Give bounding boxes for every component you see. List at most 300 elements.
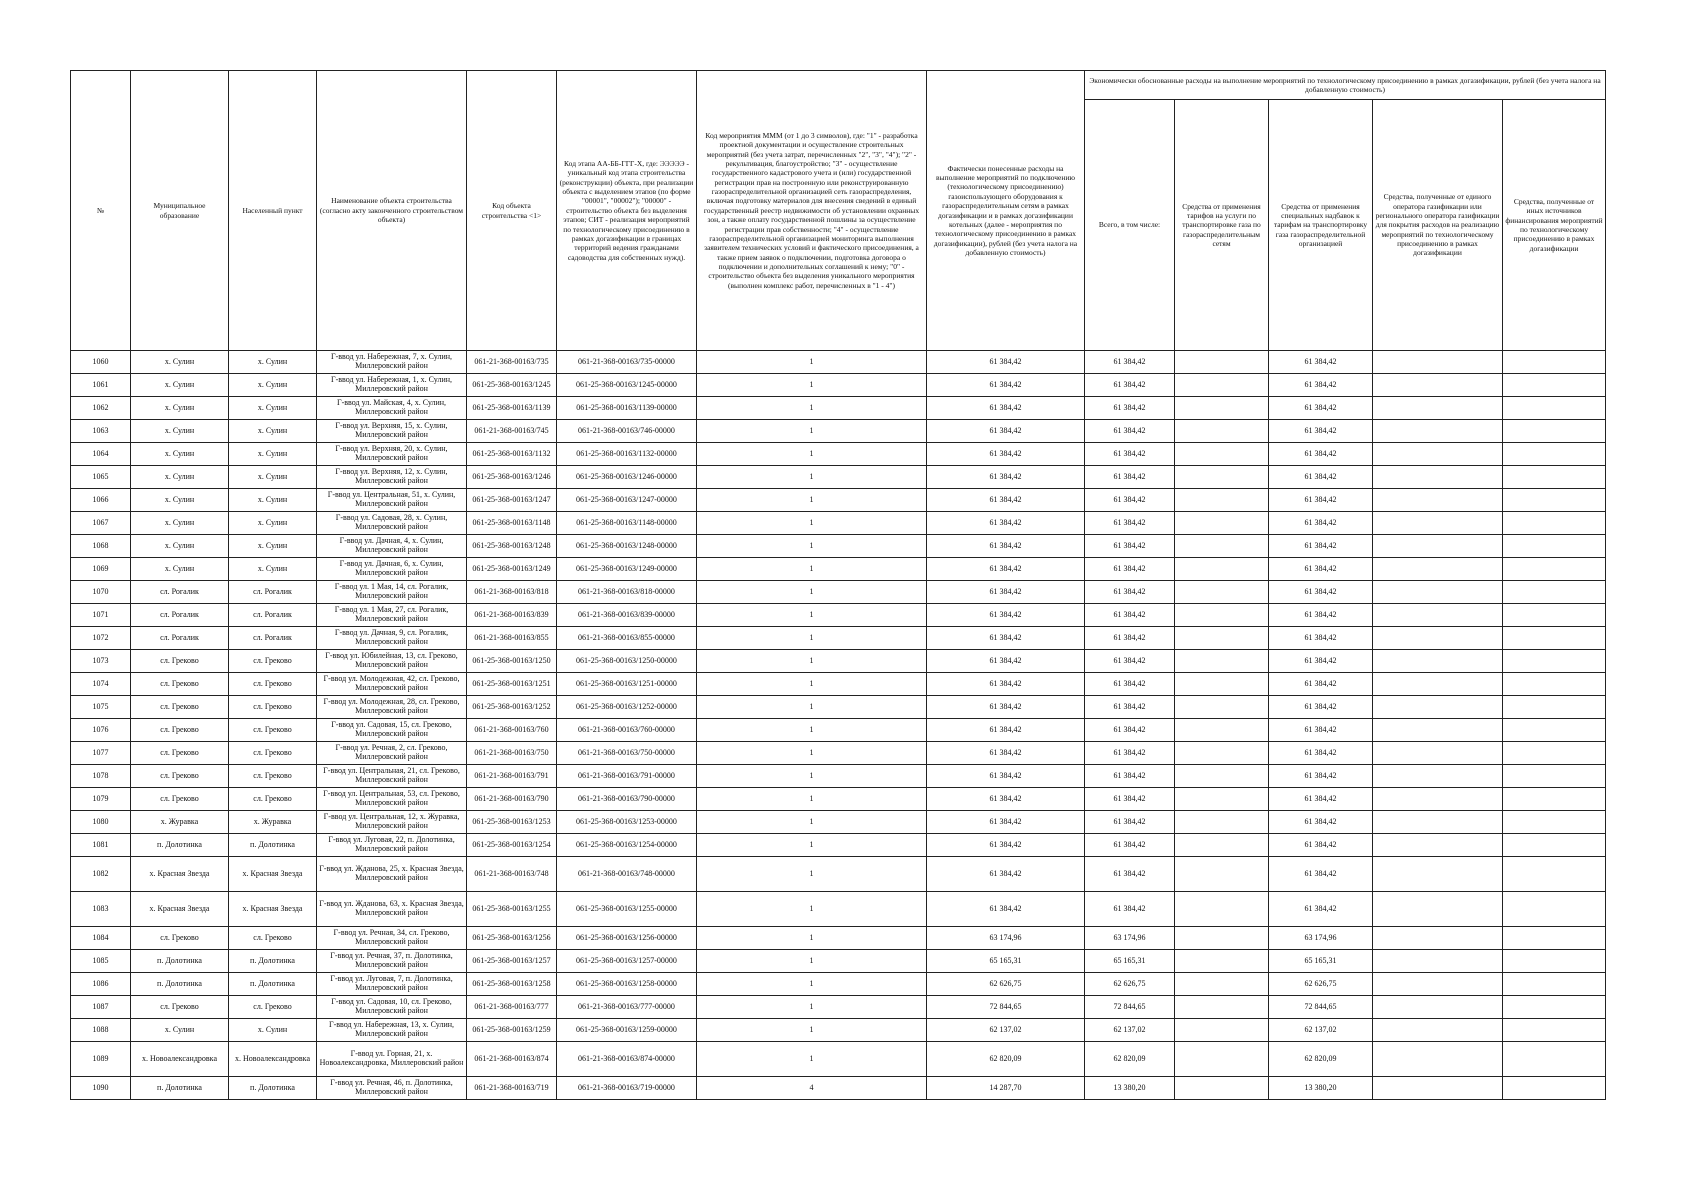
table-row bbox=[71, 742, 1606, 765]
cell-operator-funds bbox=[1373, 489, 1503, 512]
header-operator-funds: Средства, полученные от единого оператора газификации или регионального оператора газификации для покрытия расходов на реализацию мероприятий по технологическому присоединению в рамках догазификации bbox=[1373, 100, 1503, 351]
cell-actual-costs: 61 384,42 bbox=[927, 857, 1085, 892]
cell-no: 1064 bbox=[71, 443, 131, 466]
cell-municipality: х. Новоалександровка bbox=[131, 1042, 229, 1077]
cell-special-surcharge: 61 384,42 bbox=[1269, 627, 1373, 650]
cell-special-surcharge: 72 844,65 bbox=[1269, 996, 1373, 1019]
cell-stage-code: 061-21-368-00163/746-00000 bbox=[557, 420, 697, 443]
cell-municipality: п. Долотинка bbox=[131, 1077, 229, 1100]
cell-actual-costs: 61 384,42 bbox=[927, 788, 1085, 811]
cell-operator-funds bbox=[1373, 892, 1503, 927]
table-row bbox=[71, 1042, 1606, 1077]
cell-municipality: п. Долотинка bbox=[131, 950, 229, 973]
cell-total: 72 844,65 bbox=[1085, 996, 1175, 1019]
cell-special-surcharge: 63 174,96 bbox=[1269, 927, 1373, 950]
cell-event-code: 1 bbox=[697, 1019, 927, 1042]
cell-object-code: 061-25-368-00163/1257 bbox=[467, 950, 557, 973]
cell-special-surcharge: 61 384,42 bbox=[1269, 420, 1373, 443]
table-row bbox=[71, 420, 1606, 443]
cell-object-name: Г-ввод ул. Верхняя, 12, х. Сулин, Миллеровский район bbox=[317, 466, 467, 489]
cell-operator-funds bbox=[1373, 857, 1503, 892]
cell-stage-code: 061-25-368-00163/1252-00000 bbox=[557, 696, 697, 719]
cell-event-code: 1 bbox=[697, 374, 927, 397]
cell-special-surcharge: 61 384,42 bbox=[1269, 857, 1373, 892]
cell-settlement: х. Сулин bbox=[229, 535, 317, 558]
header-municipality: Муниципальное образование bbox=[131, 71, 229, 351]
cell-settlement: х. Сулин bbox=[229, 1019, 317, 1042]
cell-operator-funds bbox=[1373, 765, 1503, 788]
cell-object-code: 061-25-368-00163/1256 bbox=[467, 927, 557, 950]
cell-object-code: 061-21-368-00163/777 bbox=[467, 996, 557, 1019]
cell-object-name: Г-ввод ул. Луговая, 7, п. Долотинка, Миллеровский район bbox=[317, 973, 467, 996]
cell-other-sources bbox=[1503, 950, 1606, 973]
cell-other-sources bbox=[1503, 696, 1606, 719]
table-row bbox=[71, 512, 1606, 535]
cell-special-surcharge: 61 384,42 bbox=[1269, 765, 1373, 788]
cell-actual-costs: 61 384,42 bbox=[927, 673, 1085, 696]
cell-object-code: 061-25-368-00163/1250 bbox=[467, 650, 557, 673]
table-row bbox=[71, 834, 1606, 857]
cell-object-name: Г-ввод ул. Набережная, 1, х. Сулин, Миллеровский район bbox=[317, 374, 467, 397]
cell-object-code: 061-25-368-00163/1245 bbox=[467, 374, 557, 397]
cell-actual-costs: 61 384,42 bbox=[927, 581, 1085, 604]
cell-settlement: х. Сулин bbox=[229, 420, 317, 443]
cell-other-sources bbox=[1503, 742, 1606, 765]
cell-municipality: сл. Греково bbox=[131, 788, 229, 811]
cell-actual-costs: 61 384,42 bbox=[927, 351, 1085, 374]
cell-stage-code: 061-25-368-00163/1259-00000 bbox=[557, 1019, 697, 1042]
cell-other-sources bbox=[1503, 397, 1606, 420]
cell-other-sources bbox=[1503, 443, 1606, 466]
cell-stage-code: 061-21-368-00163/839-00000 bbox=[557, 604, 697, 627]
cell-stage-code: 061-21-368-00163/748-00000 bbox=[557, 857, 697, 892]
cell-municipality: х. Сулин bbox=[131, 420, 229, 443]
cell-no: 1084 bbox=[71, 927, 131, 950]
cell-settlement: х. Сулин bbox=[229, 512, 317, 535]
cell-object-name: Г-ввод ул. Речная, 37, п. Долотинка, Миллеровский район bbox=[317, 950, 467, 973]
table-row bbox=[71, 535, 1606, 558]
cell-stage-code: 061-25-368-00163/1255-00000 bbox=[557, 892, 697, 927]
cell-other-sources bbox=[1503, 719, 1606, 742]
table-row bbox=[71, 650, 1606, 673]
cell-settlement: сл. Греково bbox=[229, 996, 317, 1019]
cell-object-code: 061-25-368-00163/1148 bbox=[467, 512, 557, 535]
cell-total: 61 384,42 bbox=[1085, 351, 1175, 374]
header-total: Всего, в том числе: bbox=[1085, 100, 1175, 351]
cell-actual-costs: 63 174,96 bbox=[927, 927, 1085, 950]
cell-municipality: х. Сулин bbox=[131, 535, 229, 558]
cell-special-surcharge: 61 384,42 bbox=[1269, 742, 1373, 765]
cell-no: 1079 bbox=[71, 788, 131, 811]
cell-other-sources bbox=[1503, 351, 1606, 374]
cell-tariff-transport bbox=[1175, 1042, 1269, 1077]
cell-municipality: х. Сулин bbox=[131, 351, 229, 374]
cell-object-code: 061-25-368-00163/1259 bbox=[467, 1019, 557, 1042]
cell-settlement: х. Сулин bbox=[229, 443, 317, 466]
cell-tariff-transport bbox=[1175, 420, 1269, 443]
cell-no: 1073 bbox=[71, 650, 131, 673]
cell-total: 61 384,42 bbox=[1085, 627, 1175, 650]
cell-object-name: Г-ввод ул. 1 Мая, 14, сл. Рогалик, Миллеровский район bbox=[317, 581, 467, 604]
cell-other-sources bbox=[1503, 927, 1606, 950]
cell-total: 13 380,20 bbox=[1085, 1077, 1175, 1100]
cell-tariff-transport bbox=[1175, 927, 1269, 950]
cell-total: 62 626,75 bbox=[1085, 973, 1175, 996]
cell-object-code: 061-25-368-00163/1248 bbox=[467, 535, 557, 558]
table-row bbox=[71, 696, 1606, 719]
cell-stage-code: 061-25-368-00163/1249-00000 bbox=[557, 558, 697, 581]
cell-special-surcharge: 61 384,42 bbox=[1269, 489, 1373, 512]
cell-no: 1076 bbox=[71, 719, 131, 742]
cell-no: 1080 bbox=[71, 811, 131, 834]
cell-total: 61 384,42 bbox=[1085, 374, 1175, 397]
cell-total: 61 384,42 bbox=[1085, 696, 1175, 719]
cell-total: 61 384,42 bbox=[1085, 512, 1175, 535]
cell-total: 61 384,42 bbox=[1085, 857, 1175, 892]
cell-tariff-transport bbox=[1175, 673, 1269, 696]
cell-event-code: 1 bbox=[697, 558, 927, 581]
cell-stage-code: 061-21-368-00163/818-00000 bbox=[557, 581, 697, 604]
cell-tariff-transport bbox=[1175, 558, 1269, 581]
cell-municipality: сл. Греково bbox=[131, 765, 229, 788]
cell-no: 1090 bbox=[71, 1077, 131, 1100]
cell-object-name: Г-ввод ул. Речная, 46, п. Долотинка, Миллеровский район bbox=[317, 1077, 467, 1100]
cell-stage-code: 061-21-368-00163/790-00000 bbox=[557, 788, 697, 811]
cell-total: 61 384,42 bbox=[1085, 535, 1175, 558]
cell-tariff-transport bbox=[1175, 1019, 1269, 1042]
cell-total: 61 384,42 bbox=[1085, 443, 1175, 466]
cell-settlement: х. Сулин bbox=[229, 489, 317, 512]
cell-tariff-transport bbox=[1175, 351, 1269, 374]
table-row bbox=[71, 996, 1606, 1019]
cell-event-code: 1 bbox=[697, 892, 927, 927]
cell-municipality: х. Красная Звезда bbox=[131, 892, 229, 927]
table-row bbox=[71, 558, 1606, 581]
cell-special-surcharge: 61 384,42 bbox=[1269, 466, 1373, 489]
table-row bbox=[71, 857, 1606, 892]
cell-settlement: сл. Греково bbox=[229, 788, 317, 811]
cell-settlement: сл. Греково bbox=[229, 696, 317, 719]
cell-actual-costs: 61 384,42 bbox=[927, 834, 1085, 857]
cell-total: 62 137,02 bbox=[1085, 1019, 1175, 1042]
cell-no: 1088 bbox=[71, 1019, 131, 1042]
table-header bbox=[71, 71, 1606, 351]
cell-operator-funds bbox=[1373, 696, 1503, 719]
cell-stage-code: 061-25-368-00163/1250-00000 bbox=[557, 650, 697, 673]
cell-tariff-transport bbox=[1175, 950, 1269, 973]
cell-object-code: 061-21-368-00163/790 bbox=[467, 788, 557, 811]
table-row bbox=[71, 581, 1606, 604]
cell-tariff-transport bbox=[1175, 535, 1269, 558]
cell-other-sources bbox=[1503, 650, 1606, 673]
cell-object-name: Г-ввод ул. Дачная, 9, сл. Рогалик, Миллеровский район bbox=[317, 627, 467, 650]
cell-no: 1066 bbox=[71, 489, 131, 512]
cell-municipality: х. Сулин bbox=[131, 374, 229, 397]
table-row bbox=[71, 927, 1606, 950]
header-settlement: Населенный пункт bbox=[229, 71, 317, 351]
cell-special-surcharge: 61 384,42 bbox=[1269, 535, 1373, 558]
header-object-code: Код объекта строительства <1> bbox=[467, 71, 557, 351]
table-row bbox=[71, 489, 1606, 512]
cell-special-surcharge: 13 380,20 bbox=[1269, 1077, 1373, 1100]
cell-operator-funds bbox=[1373, 1042, 1503, 1077]
cell-actual-costs: 61 384,42 bbox=[927, 489, 1085, 512]
cell-settlement: х. Сулин bbox=[229, 466, 317, 489]
cell-no: 1062 bbox=[71, 397, 131, 420]
cell-special-surcharge: 61 384,42 bbox=[1269, 558, 1373, 581]
cell-event-code: 1 bbox=[697, 420, 927, 443]
cell-special-surcharge: 61 384,42 bbox=[1269, 719, 1373, 742]
cell-other-sources bbox=[1503, 1077, 1606, 1100]
cell-total: 61 384,42 bbox=[1085, 604, 1175, 627]
cell-no: 1078 bbox=[71, 765, 131, 788]
cell-settlement: х. Сулин bbox=[229, 374, 317, 397]
cell-object-code: 061-25-368-00163/1246 bbox=[467, 466, 557, 489]
cell-actual-costs: 61 384,42 bbox=[927, 420, 1085, 443]
cell-total: 61 384,42 bbox=[1085, 834, 1175, 857]
cell-actual-costs: 14 287,70 bbox=[927, 1077, 1085, 1100]
cell-operator-funds bbox=[1373, 581, 1503, 604]
table-row bbox=[71, 765, 1606, 788]
cell-event-code: 1 bbox=[697, 443, 927, 466]
cell-event-code: 4 bbox=[697, 1077, 927, 1100]
table-row bbox=[71, 604, 1606, 627]
cell-other-sources bbox=[1503, 420, 1606, 443]
cell-total: 61 384,42 bbox=[1085, 788, 1175, 811]
cell-tariff-transport bbox=[1175, 765, 1269, 788]
header-no: № bbox=[71, 71, 131, 351]
cell-object-code: 061-25-368-00163/1254 bbox=[467, 834, 557, 857]
cell-object-name: Г-ввод ул. Молодежная, 28, сл. Греково, Миллеровский район bbox=[317, 696, 467, 719]
cell-actual-costs: 61 384,42 bbox=[927, 696, 1085, 719]
table-row bbox=[71, 1077, 1606, 1100]
cell-actual-costs: 62 626,75 bbox=[927, 973, 1085, 996]
table-row bbox=[71, 788, 1606, 811]
cell-event-code: 1 bbox=[697, 857, 927, 892]
cell-special-surcharge: 61 384,42 bbox=[1269, 443, 1373, 466]
cell-object-name: Г-ввод ул. Садовая, 28, х. Сулин, Миллеровский район bbox=[317, 512, 467, 535]
cell-settlement: х. Сулин bbox=[229, 558, 317, 581]
cell-actual-costs: 61 384,42 bbox=[927, 397, 1085, 420]
cell-object-name: Г-ввод ул. Жданова, 25, х. Красная Звезда, Миллеровский район bbox=[317, 857, 467, 892]
cell-operator-funds bbox=[1373, 1019, 1503, 1042]
cell-municipality: сл. Греково bbox=[131, 696, 229, 719]
cell-actual-costs: 61 384,42 bbox=[927, 719, 1085, 742]
cell-tariff-transport bbox=[1175, 581, 1269, 604]
cell-stage-code: 061-25-368-00163/1132-00000 bbox=[557, 443, 697, 466]
cell-tariff-transport bbox=[1175, 742, 1269, 765]
cell-tariff-transport bbox=[1175, 443, 1269, 466]
cell-object-code: 061-21-368-00163/719 bbox=[467, 1077, 557, 1100]
cell-operator-funds bbox=[1373, 673, 1503, 696]
cell-operator-funds bbox=[1373, 788, 1503, 811]
header-special-surcharge: Средства от применения специальных надбавок к тарифам на транспортировку газа газораспределительной организацией bbox=[1269, 100, 1373, 351]
cell-municipality: п. Долотинка bbox=[131, 973, 229, 996]
cell-other-sources bbox=[1503, 834, 1606, 857]
cell-object-name: Г-ввод ул. Дачная, 6, х. Сулин, Миллеровский район bbox=[317, 558, 467, 581]
cell-municipality: сл. Рогалик bbox=[131, 627, 229, 650]
cell-municipality: х. Сулин bbox=[131, 489, 229, 512]
cell-actual-costs: 61 384,42 bbox=[927, 374, 1085, 397]
cell-settlement: сл. Греково bbox=[229, 765, 317, 788]
cell-settlement: х. Красная Звезда bbox=[229, 892, 317, 927]
header-other-sources: Средства, полученные от иных источников финансирования мероприятий по технологическому присоединению в рамках догазификации bbox=[1503, 100, 1606, 351]
cell-operator-funds bbox=[1373, 650, 1503, 673]
cell-no: 1089 bbox=[71, 1042, 131, 1077]
cell-event-code: 1 bbox=[697, 950, 927, 973]
cell-actual-costs: 65 165,31 bbox=[927, 950, 1085, 973]
cell-tariff-transport bbox=[1175, 489, 1269, 512]
cell-object-code: 061-25-368-00163/1258 bbox=[467, 973, 557, 996]
cell-object-name: Г-ввод ул. Набережная, 13, х. Сулин, Миллеровский район bbox=[317, 1019, 467, 1042]
cell-tariff-transport bbox=[1175, 811, 1269, 834]
cell-object-name: Г-ввод ул. Садовая, 10, сл. Греково, Миллеровский район bbox=[317, 996, 467, 1019]
cell-operator-funds bbox=[1373, 742, 1503, 765]
cell-other-sources bbox=[1503, 811, 1606, 834]
cell-other-sources bbox=[1503, 1019, 1606, 1042]
table-row bbox=[71, 466, 1606, 489]
table-body bbox=[71, 351, 1606, 1100]
table-row bbox=[71, 719, 1606, 742]
cell-operator-funds bbox=[1373, 1077, 1503, 1100]
cell-total: 61 384,42 bbox=[1085, 673, 1175, 696]
cell-settlement: п. Долотинка bbox=[229, 834, 317, 857]
header-actual-costs: Фактически понесенные расходы на выполнение мероприятий по подключению (технологическому присоединению) газоиспользующего оборудования к газораспределительным сетям в рамках догазификации и в рамках догазификации котельных (далее - мероприятия по технологическому присоединению в рамках догазификации), рублей (без учета налога на добавленную стоимость) bbox=[927, 71, 1085, 351]
cell-no: 1083 bbox=[71, 892, 131, 927]
cell-event-code: 1 bbox=[697, 489, 927, 512]
cell-total: 61 384,42 bbox=[1085, 742, 1175, 765]
cell-object-name: Г-ввод ул. Луговая, 22, п. Долотинка, Миллеровский район bbox=[317, 834, 467, 857]
cell-special-surcharge: 62 626,75 bbox=[1269, 973, 1373, 996]
cell-actual-costs: 61 384,42 bbox=[927, 535, 1085, 558]
cell-operator-funds bbox=[1373, 834, 1503, 857]
cell-other-sources bbox=[1503, 535, 1606, 558]
cell-tariff-transport bbox=[1175, 650, 1269, 673]
cell-stage-code: 061-21-368-00163/719-00000 bbox=[557, 1077, 697, 1100]
cell-municipality: х. Красная Звезда bbox=[131, 857, 229, 892]
cell-actual-costs: 61 384,42 bbox=[927, 466, 1085, 489]
cell-no: 1077 bbox=[71, 742, 131, 765]
cell-no: 1082 bbox=[71, 857, 131, 892]
cell-no: 1070 bbox=[71, 581, 131, 604]
cell-object-code: 061-21-368-00163/855 bbox=[467, 627, 557, 650]
cell-municipality: п. Долотинка bbox=[131, 834, 229, 857]
cell-actual-costs: 61 384,42 bbox=[927, 650, 1085, 673]
header-tariff-transport: Средства от применения тарифов на услуги по транспортировке газа по газораспределительным сетям bbox=[1175, 100, 1269, 351]
cell-stage-code: 061-25-368-00163/1254-00000 bbox=[557, 834, 697, 857]
cell-actual-costs: 62 137,02 bbox=[927, 1019, 1085, 1042]
cell-total: 61 384,42 bbox=[1085, 558, 1175, 581]
cell-object-code: 061-21-368-00163/745 bbox=[467, 420, 557, 443]
cell-settlement: х. Журавка bbox=[229, 811, 317, 834]
cell-object-code: 061-25-368-00163/1247 bbox=[467, 489, 557, 512]
table-row bbox=[71, 950, 1606, 973]
cell-operator-funds bbox=[1373, 420, 1503, 443]
cell-operator-funds bbox=[1373, 627, 1503, 650]
cell-municipality: сл. Рогалик bbox=[131, 581, 229, 604]
cell-total: 61 384,42 bbox=[1085, 489, 1175, 512]
cell-actual-costs: 61 384,42 bbox=[927, 512, 1085, 535]
cell-special-surcharge: 61 384,42 bbox=[1269, 397, 1373, 420]
cell-object-code: 061-21-368-00163/818 bbox=[467, 581, 557, 604]
cell-event-code: 1 bbox=[697, 397, 927, 420]
cell-settlement: х. Красная Звезда bbox=[229, 857, 317, 892]
cell-operator-funds bbox=[1373, 558, 1503, 581]
cell-special-surcharge: 61 384,42 bbox=[1269, 696, 1373, 719]
cell-other-sources bbox=[1503, 788, 1606, 811]
cell-total: 61 384,42 bbox=[1085, 650, 1175, 673]
cell-special-surcharge: 61 384,42 bbox=[1269, 650, 1373, 673]
cell-municipality: сл. Греково bbox=[131, 650, 229, 673]
cell-actual-costs: 61 384,42 bbox=[927, 892, 1085, 927]
cell-special-surcharge: 62 137,02 bbox=[1269, 1019, 1373, 1042]
cell-municipality: сл. Греково bbox=[131, 927, 229, 950]
cell-no: 1065 bbox=[71, 466, 131, 489]
cell-no: 1072 bbox=[71, 627, 131, 650]
cell-settlement: сл. Греково bbox=[229, 927, 317, 950]
cell-operator-funds bbox=[1373, 604, 1503, 627]
cell-object-name: Г-ввод ул. Молодежная, 42, сл. Греково, Миллеровский район bbox=[317, 673, 467, 696]
cell-object-name: Г-ввод ул. Садовая, 15, сл. Греково, Миллеровский район bbox=[317, 719, 467, 742]
cell-object-name: Г-ввод ул. Центральная, 12, х. Журавка, Миллеровский район bbox=[317, 811, 467, 834]
cell-settlement: сл. Рогалик bbox=[229, 604, 317, 627]
cell-no: 1060 bbox=[71, 351, 131, 374]
cell-event-code: 1 bbox=[697, 627, 927, 650]
table-row bbox=[71, 397, 1606, 420]
cell-settlement: сл. Греково bbox=[229, 673, 317, 696]
cell-event-code: 1 bbox=[697, 719, 927, 742]
cell-object-code: 061-25-368-00163/1252 bbox=[467, 696, 557, 719]
table-row bbox=[71, 892, 1606, 927]
cell-stage-code: 061-25-368-00163/1248-00000 bbox=[557, 535, 697, 558]
cell-stage-code: 061-25-368-00163/1257-00000 bbox=[557, 950, 697, 973]
cell-object-name: Г-ввод ул. Верхняя, 20, х. Сулин, Миллеровский район bbox=[317, 443, 467, 466]
cell-object-code: 061-21-368-00163/750 bbox=[467, 742, 557, 765]
cell-object-name: Г-ввод ул. Жданова, 63, х. Красная Звезда, Миллеровский район bbox=[317, 892, 467, 927]
cell-stage-code: 061-21-368-00163/760-00000 bbox=[557, 719, 697, 742]
cell-event-code: 1 bbox=[697, 927, 927, 950]
cell-no: 1075 bbox=[71, 696, 131, 719]
cell-total: 65 165,31 bbox=[1085, 950, 1175, 973]
cell-other-sources bbox=[1503, 604, 1606, 627]
cell-event-code: 1 bbox=[697, 996, 927, 1019]
cell-event-code: 1 bbox=[697, 604, 927, 627]
cell-object-code: 061-25-368-00163/1255 bbox=[467, 892, 557, 927]
data-table bbox=[70, 70, 1606, 1100]
cell-municipality: х. Журавка bbox=[131, 811, 229, 834]
cell-no: 1068 bbox=[71, 535, 131, 558]
cell-object-name: Г-ввод ул. Речная, 34, сл. Греково, Миллеровский район bbox=[317, 927, 467, 950]
cell-event-code: 1 bbox=[697, 535, 927, 558]
cell-stage-code: 061-25-368-00163/1139-00000 bbox=[557, 397, 697, 420]
cell-total: 61 384,42 bbox=[1085, 719, 1175, 742]
cell-stage-code: 061-25-368-00163/1247-00000 bbox=[557, 489, 697, 512]
cell-operator-funds bbox=[1373, 466, 1503, 489]
cell-actual-costs: 72 844,65 bbox=[927, 996, 1085, 1019]
cell-other-sources bbox=[1503, 973, 1606, 996]
cell-object-name: Г-ввод ул. Речная, 2, сл. Греково, Миллеровский район bbox=[317, 742, 467, 765]
table-row bbox=[71, 673, 1606, 696]
cell-total: 61 384,42 bbox=[1085, 466, 1175, 489]
cell-event-code: 1 bbox=[697, 834, 927, 857]
cell-event-code: 1 bbox=[697, 765, 927, 788]
cell-tariff-transport bbox=[1175, 466, 1269, 489]
cell-object-code: 061-25-368-00163/1253 bbox=[467, 811, 557, 834]
cell-operator-funds bbox=[1373, 719, 1503, 742]
cell-object-name: Г-ввод ул. Горная, 21, х. Новоалександровка, Миллеровский район bbox=[317, 1042, 467, 1077]
cell-other-sources bbox=[1503, 489, 1606, 512]
header-object-name: Наименование объекта строительства (согласно акту законченного строительством объекта) bbox=[317, 71, 467, 351]
